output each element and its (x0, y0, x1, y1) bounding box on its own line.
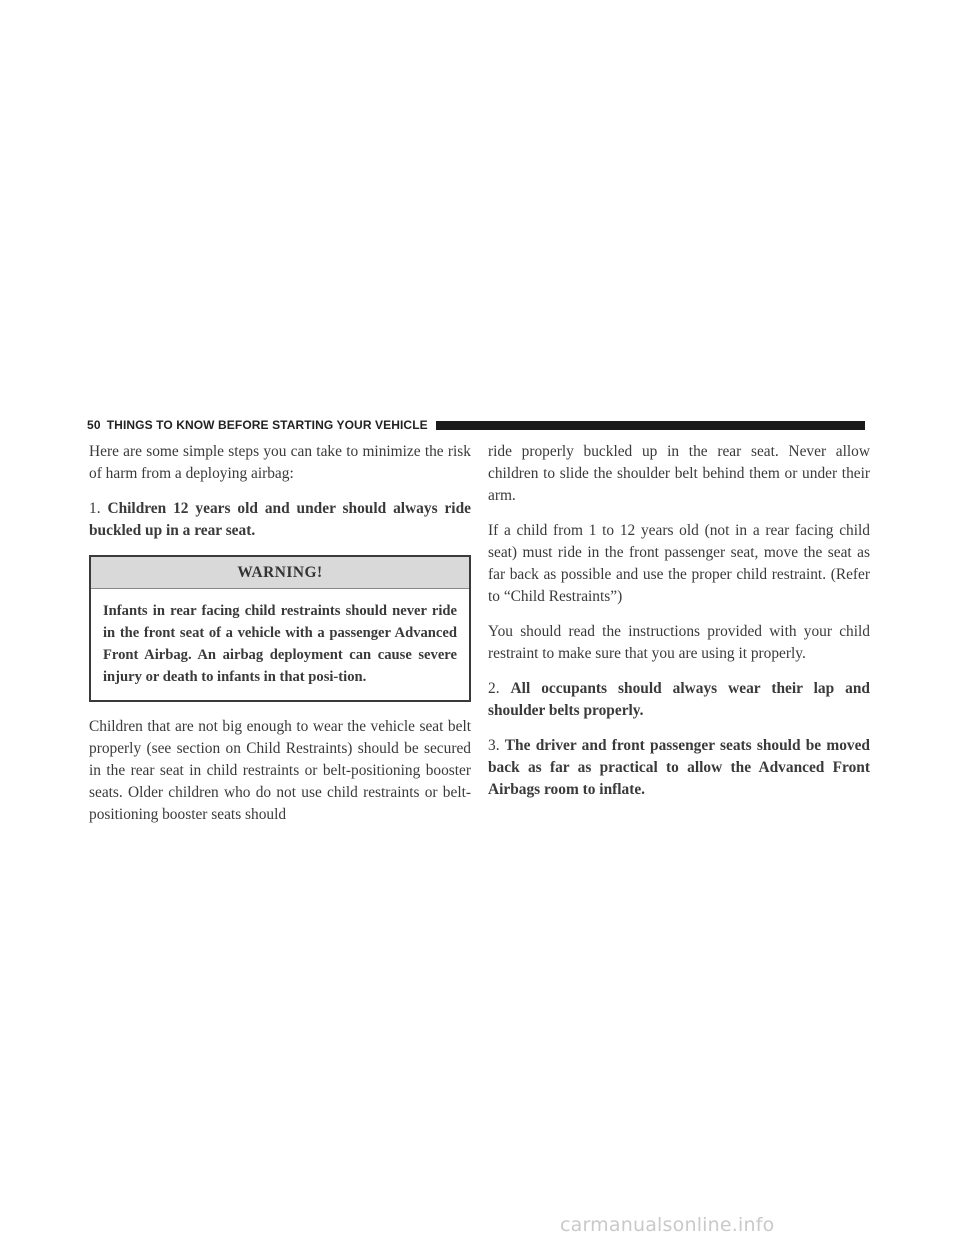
page-header (87, 418, 865, 432)
section-title: THINGS TO KNOW BEFORE STARTING YOUR VEHICLE (106, 418, 428, 432)
intro-paragraph: Here are some simple steps you can take to minimize the risk of harm from a deploying airbag: (89, 443, 471, 482)
step-3-text: The driver and front passenger seats should be moved back as far as practical to allow the Advanced Front Airbags room to inflate. (488, 737, 870, 798)
continued-paragraph: ride properly buckled up in the rear seat. Never allow children to slide the shoulder belt behind them or under their arm. (488, 443, 870, 504)
step-1 (89, 498, 471, 542)
right-column (488, 441, 870, 814)
warning-box (89, 555, 471, 702)
front-seat-paragraph: If a child from 1 to 12 years old (not in a rear facing child seat) must ride in the front passenger seat, move the seat as far back as possible and use the proper child restraint. (Refer to “Child Restraints”) (488, 522, 870, 605)
step-2-text: All occupants should always wear their lap and shoulder belts properly. (488, 680, 870, 719)
page-number: 50 (87, 418, 101, 432)
warning-title: WARNING! (91, 557, 469, 589)
step-1-number: 1. (89, 500, 101, 517)
step-2 (488, 678, 870, 722)
step-2-number: 2. (488, 680, 500, 697)
step-3-number: 3. (488, 737, 500, 754)
step-3 (488, 735, 870, 801)
watermark-link[interactable]: carmanualsonline.info (560, 1214, 775, 1236)
left-column (89, 441, 471, 839)
header-rule (436, 421, 865, 430)
step-1-text: Children 12 years old and under should always ride buckled up in a rear seat. (89, 500, 471, 539)
warning-text: Infants in rear facing child restraints should never ride in the front seat of a vehicle with a passenger Advanced Front Airbag. An airbag deployment can cause severe injury or death to infants in that posi-tion. (103, 603, 457, 685)
instructions-paragraph: You should read the instructions provided with your child restraint to make sure that you are using it properly. (488, 623, 870, 662)
children-paragraph: Children that are not big enough to wear the vehicle seat belt properly (see section on Child Restraints) should be secured in the rear seat in child restraints or belt-positioning booster seats. Older children who do not use child restraints or belt-positioning booster seats should (89, 718, 471, 823)
